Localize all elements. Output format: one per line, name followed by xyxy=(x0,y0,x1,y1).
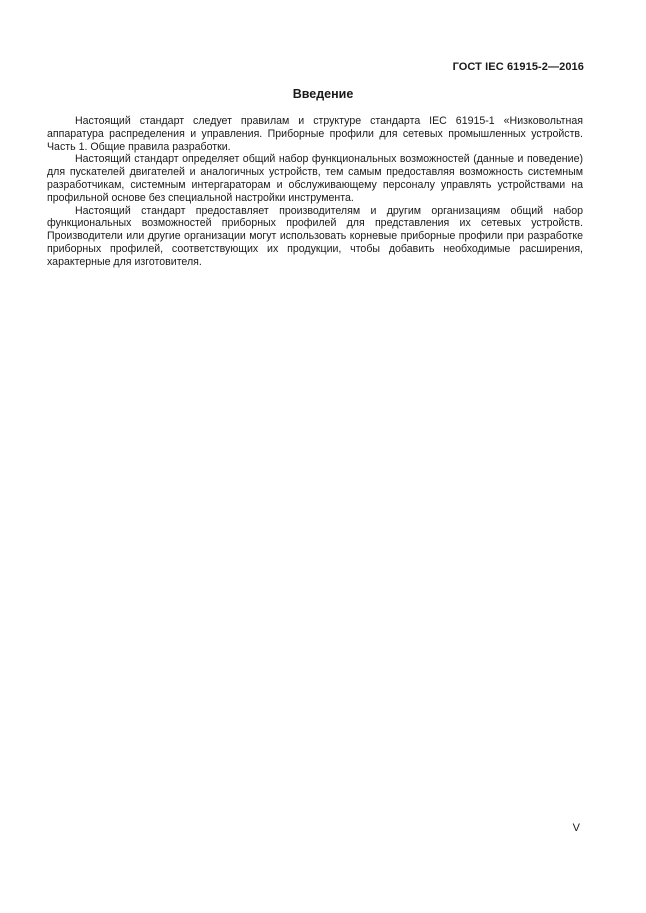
section-title: Введение xyxy=(292,87,354,101)
paragraph-3: Настоящий стандарт предоставляет производителям и другим организациям общий набор функциональных возможностей приборных профилей для представления их сетевых устройств. Производители или другие организации могут использовать корневые приборные профили при разработке приборных профилей, соответствующих их продукции, чтобы добавить необходимые расширения, характерные для изготовителя. xyxy=(47,204,583,268)
document-code: ГОСТ IEC 61915-2—2016 xyxy=(452,61,584,73)
page-number: V xyxy=(572,822,580,834)
paragraph-1: Настоящий стандарт следует правилам и структуре стандарта IEC 61915-1 «Низковольтная аппаратура распределения и управления. Приборные профили для сетевых промышленных устройств. Часть 1. Общие правила разработки. xyxy=(47,115,583,153)
paragraph-2: Настоящий стандарт определяет общий набор функциональных возможностей (данные и поведение) для пускателей двигателей и аналогичных устройств, тем самым предоставляя возможность системным разработчикам, системным интергараторам и обслуживающему персоналу управлять устройствами на профильной основе без специальной настройки инструмента. xyxy=(47,153,583,204)
body-text xyxy=(47,115,583,269)
